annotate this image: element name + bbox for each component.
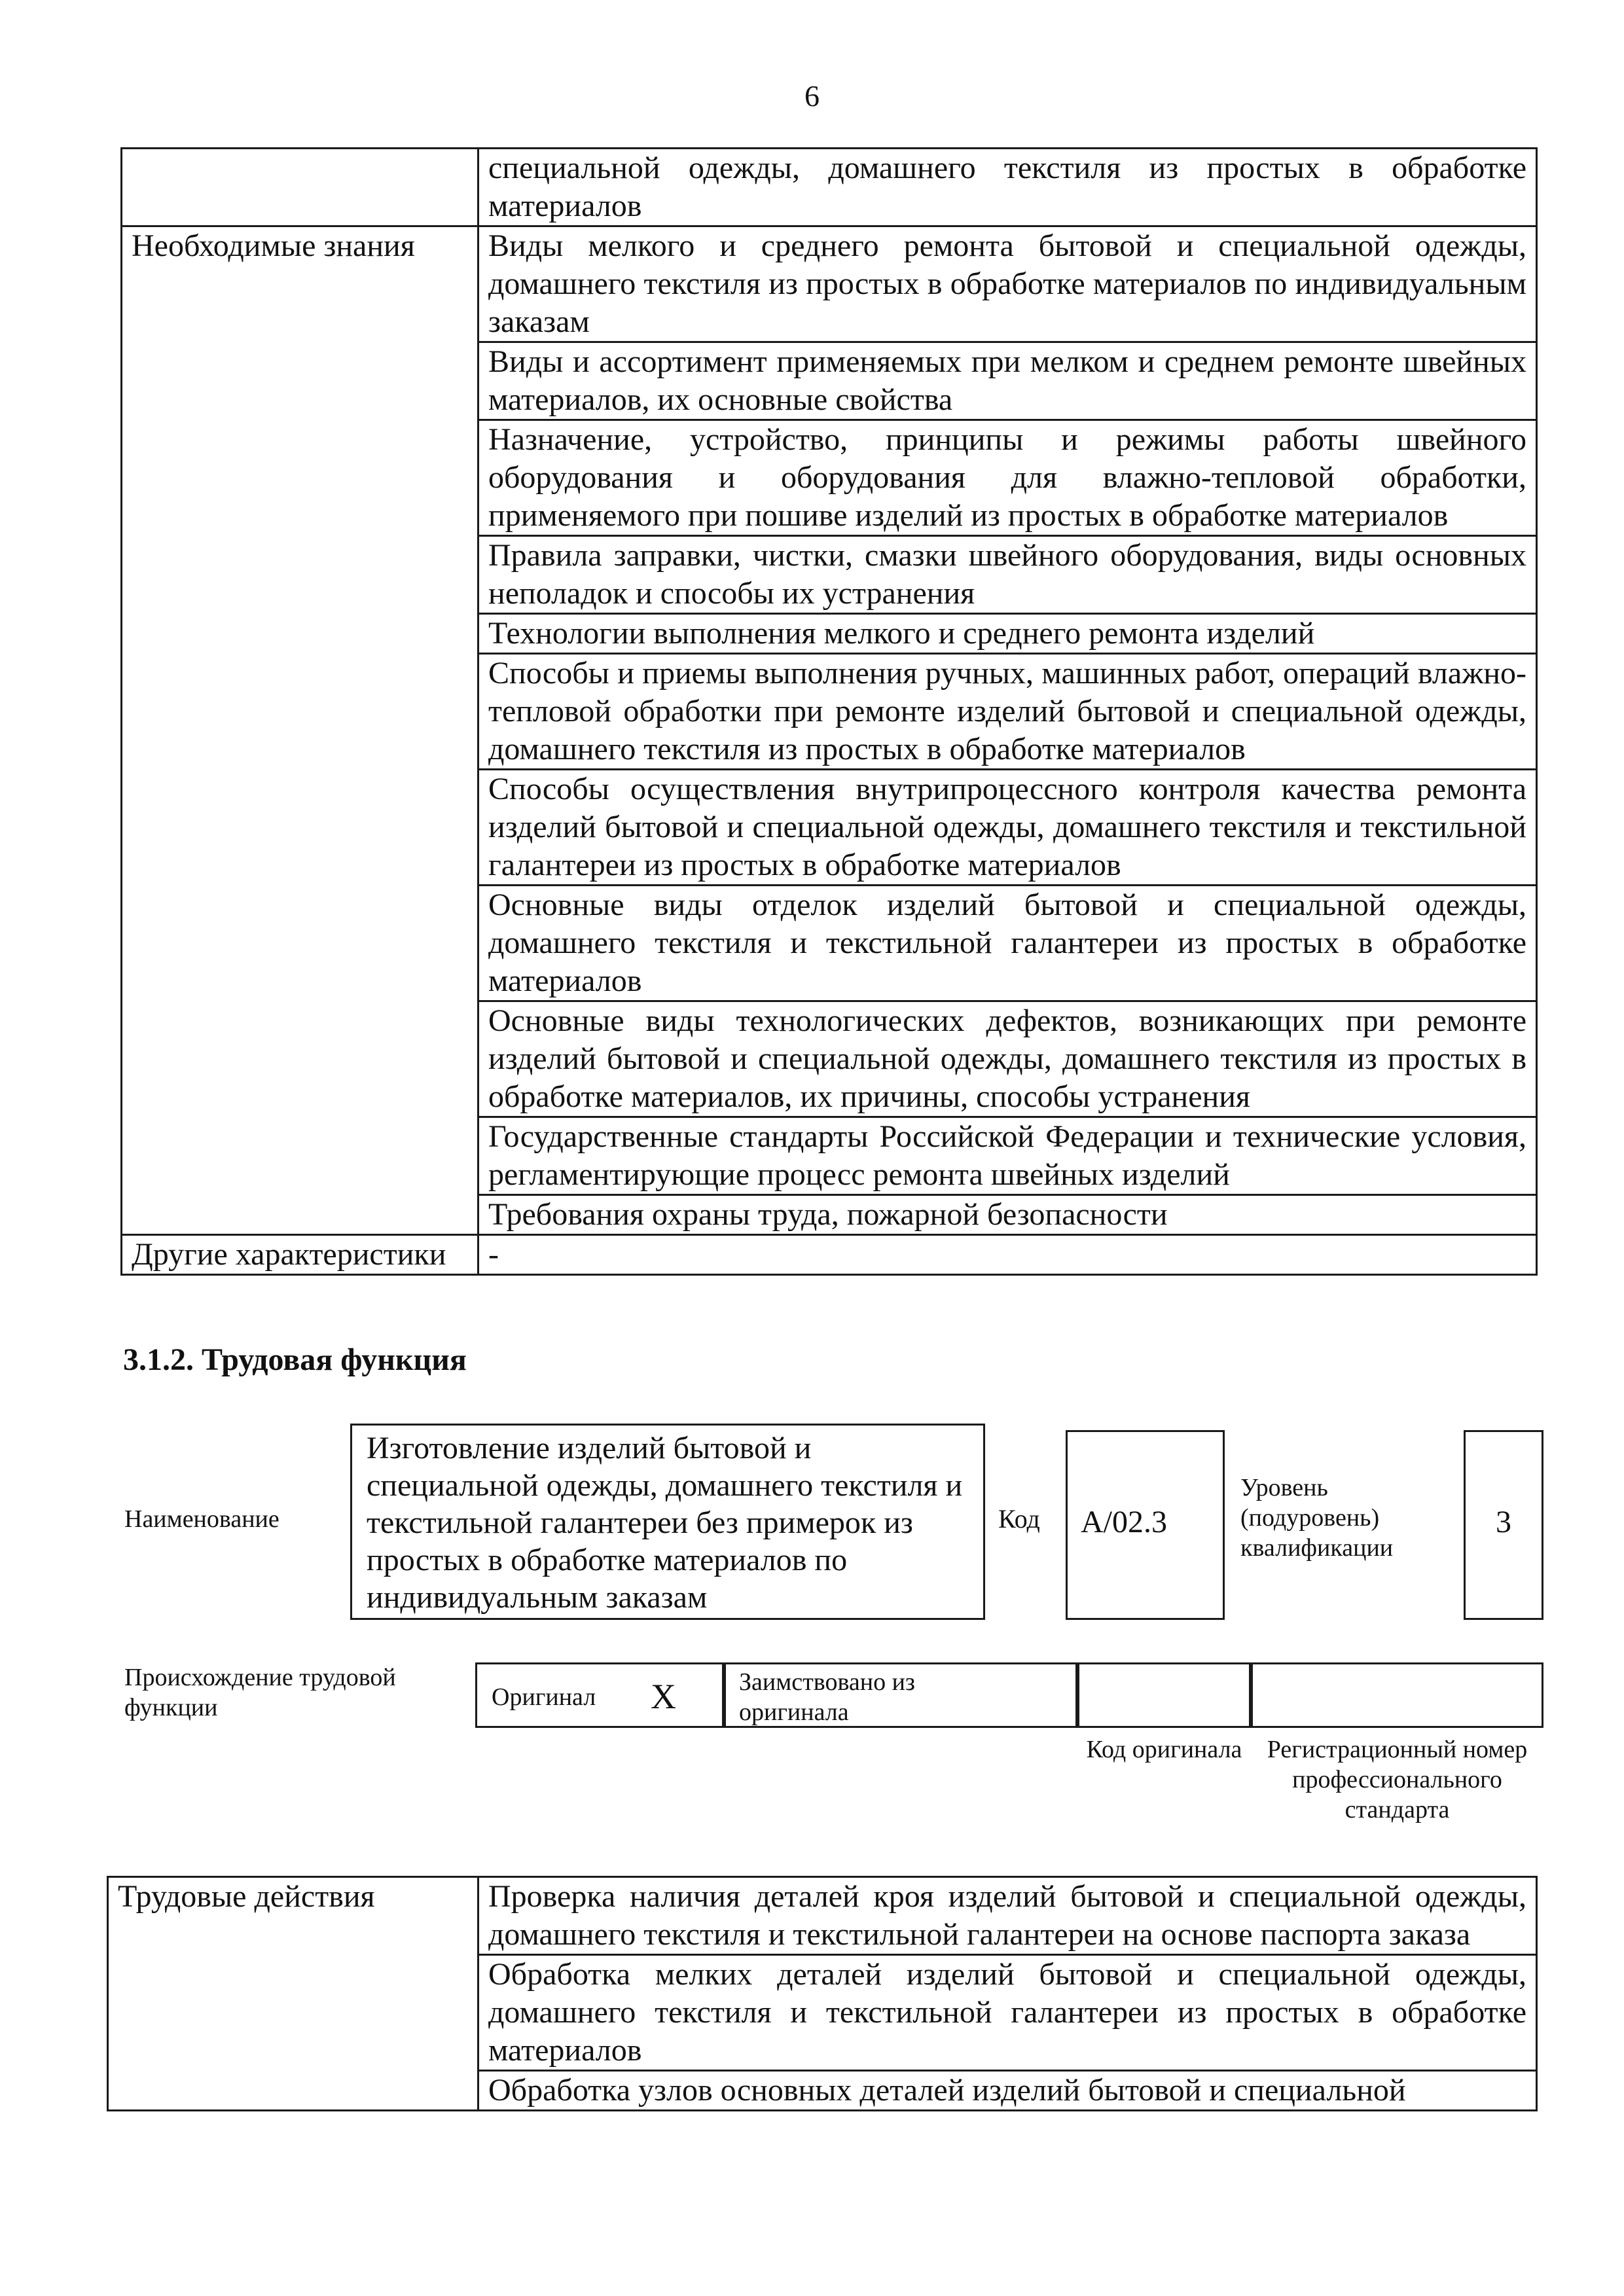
name-label: Наименование bbox=[124, 1505, 280, 1533]
row-value: Способы и приемы выполнения ручных, машинных работ, операций влажно-тепловой обработки при ремонте изделий бытовой и специальной одежды, домашнего текстиля из простых в обработке материалов bbox=[478, 654, 1537, 770]
knowledge-table bbox=[120, 147, 1538, 1276]
page-number: 6 bbox=[804, 79, 820, 113]
row-value: Проверка наличия деталей кроя изделий бытовой и специальной одежды, домашнего текстиля и текстильной галантереи на основе паспорта заказа bbox=[478, 1877, 1537, 1955]
origin-label: Происхождение трудовой функции bbox=[124, 1664, 396, 1721]
actions-table bbox=[107, 1876, 1538, 2111]
function-name: Изготовление изделий бытовой и специальной одежды, домашнего текстиля и текстильной галантереи без примерок из простых в обработке материалов по индивидуальным заказам bbox=[367, 1431, 963, 1615]
code-label: Код bbox=[998, 1504, 1040, 1534]
original-mark: X bbox=[651, 1677, 676, 1716]
code-caption: Код оригинала bbox=[1086, 1736, 1242, 1763]
code-original-box bbox=[1077, 1662, 1251, 1728]
row-value: Технологии выполнения мелкого и среднего ремонта изделий bbox=[478, 614, 1537, 654]
section-heading: 3.1.2. Трудовая функция bbox=[123, 1342, 467, 1377]
row-value: Способы осуществления внутрипроцессного контроля качества ремонта изделий бытовой и специальной одежды, домашнего текстиля и текстильной галантереи из простых в обработке материалов bbox=[478, 770, 1537, 886]
table-row bbox=[122, 226, 1537, 342]
level-label: Уровень (подуровень) квалификации bbox=[1240, 1474, 1394, 1562]
table-row bbox=[122, 1235, 1537, 1275]
original-box bbox=[475, 1662, 724, 1728]
row-value: Правила заправки, чистки, смазки швейного оборудования, виды основных неполадок и способы их устранения bbox=[478, 536, 1537, 614]
row-label: Другие характеристики bbox=[122, 1235, 478, 1275]
borrowed-box bbox=[724, 1662, 1077, 1728]
level-box bbox=[1464, 1430, 1543, 1620]
row-value: Основные виды технологических дефектов, возникающих при ремонте изделий бытовой и специальной одежды, домашнего текстиля из простых в обработке материалов, их причины, способы устранения bbox=[478, 1001, 1537, 1117]
row-value: Обработка мелких деталей изделий бытовой и специальной одежды, домашнего текстиля и текстильной галантереи из простых в обработке материалов bbox=[478, 1955, 1537, 2071]
row-value: Государственные стандарты Российской Федерации и технические условия, регламентирующие процесс ремонта швейных изделий bbox=[478, 1117, 1537, 1195]
code-box bbox=[1066, 1430, 1225, 1620]
table-row bbox=[108, 1877, 1537, 1955]
original-label: Оригинал bbox=[492, 1683, 596, 1711]
code-value: A/02.3 bbox=[1081, 1505, 1167, 1539]
row-label: Необходимые знания bbox=[122, 226, 478, 1235]
row-value: Основные виды отделок изделий бытовой и специальной одежды, домашнего текстиля и текстильной галантереи из простых в обработке материалов bbox=[478, 886, 1537, 1001]
row-label: Трудовые действия bbox=[108, 1877, 478, 2111]
reg-caption: Регистрационный номер профессионального стандарта bbox=[1267, 1736, 1528, 1823]
row-value: Назначение, устройство, принципы и режимы работы швейного оборудования и оборудования для влажно-тепловой обработки, применяемого при пошиве изделий из простых в обработке материалов bbox=[478, 420, 1537, 536]
row-value: - bbox=[478, 1235, 1537, 1275]
name-box bbox=[350, 1424, 985, 1620]
row-value: Требования охраны труда, пожарной безопасности bbox=[478, 1195, 1537, 1235]
row-value: специальной одежды, домашнего текстиля из простых в обработке материалов bbox=[478, 149, 1537, 226]
level-value: 3 bbox=[1496, 1505, 1511, 1539]
borrowed-label: Заимствовано из оригинала bbox=[739, 1668, 915, 1726]
row-label bbox=[122, 149, 478, 226]
row-value: Виды мелкого и среднего ремонта бытовой и специальной одежды, домашнего текстиля из простых в обработке материалов по индивидуальным заказам bbox=[478, 226, 1537, 342]
table-row bbox=[122, 149, 1537, 226]
reg-number-box bbox=[1251, 1662, 1543, 1728]
row-value: Обработка узлов основных деталей изделий бытовой и специальной bbox=[478, 2071, 1537, 2111]
row-value: Виды и ассортимент применяемых при мелком и среднем ремонте швейных материалов, их основные свойства bbox=[478, 342, 1537, 420]
